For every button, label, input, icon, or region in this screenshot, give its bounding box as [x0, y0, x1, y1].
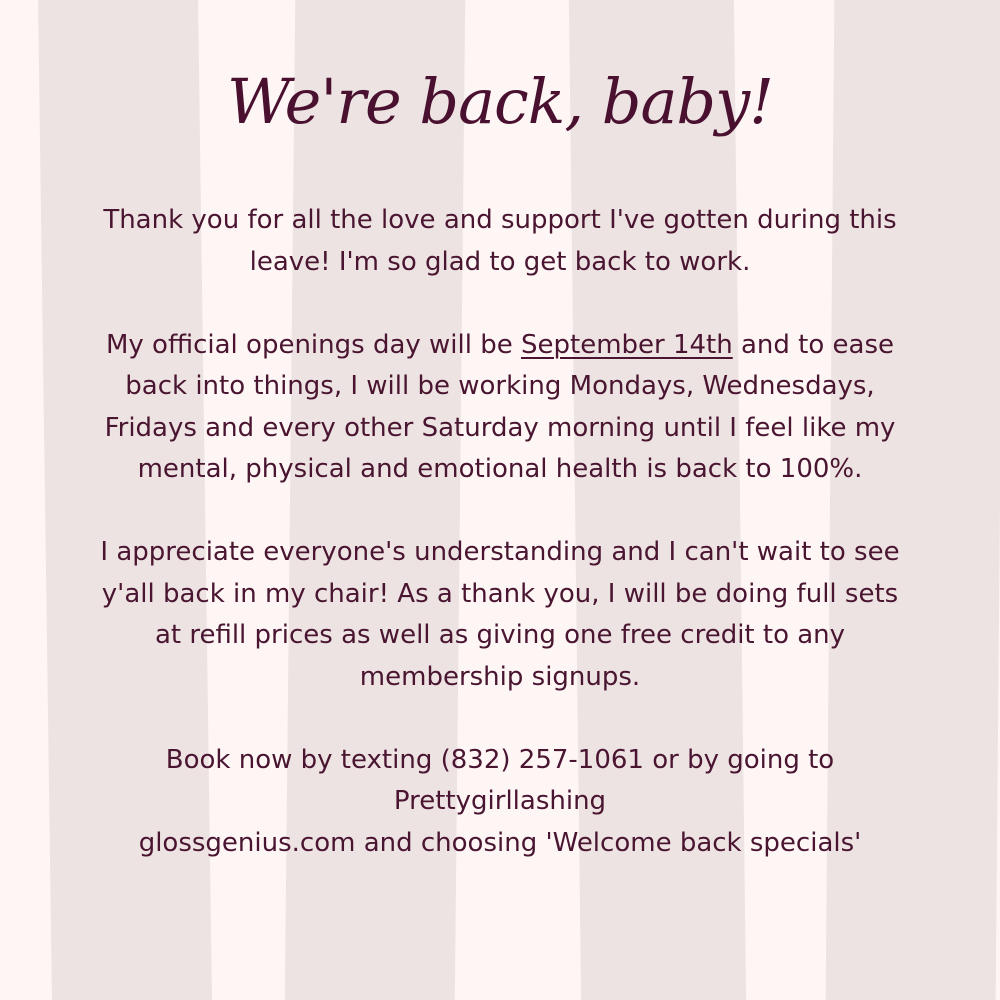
opening-date: September 14th	[521, 329, 733, 360]
booking-paragraph	[100, 740, 900, 865]
flyer-title: We're back, baby!	[226, 65, 774, 138]
appreciation-paragraph: I appreciate everyone's understanding and I can't wait to see y'all back in my chair! As a thank you, I will be doing full sets at refill prices as well as giving one free credit to any membership signups.	[100, 537, 900, 692]
schedule-paragraph	[100, 325, 900, 491]
schedule-intro: My official openings day will be	[105, 329, 521, 360]
thank-you-paragraph: Thank you for all the love and support I've gotten during this leave! I'm so glad to get back to work.	[103, 205, 897, 277]
schedule-details: and to ease back into things, I will be working Mondays, Wednesdays, Fridays and every other Saturday morning until I feel like my mental, physical and emotional health is back to 100%.	[104, 329, 896, 484]
booking-site-name: Prettygirllashing	[393, 786, 607, 816]
booking-site-domain: glossgenius.com and choosing 'Welcome back specials'	[138, 827, 862, 858]
flyer-body	[100, 200, 900, 864]
booking-phone-line: Book now by texting (832) 257-1061 or by going to	[165, 744, 835, 775]
